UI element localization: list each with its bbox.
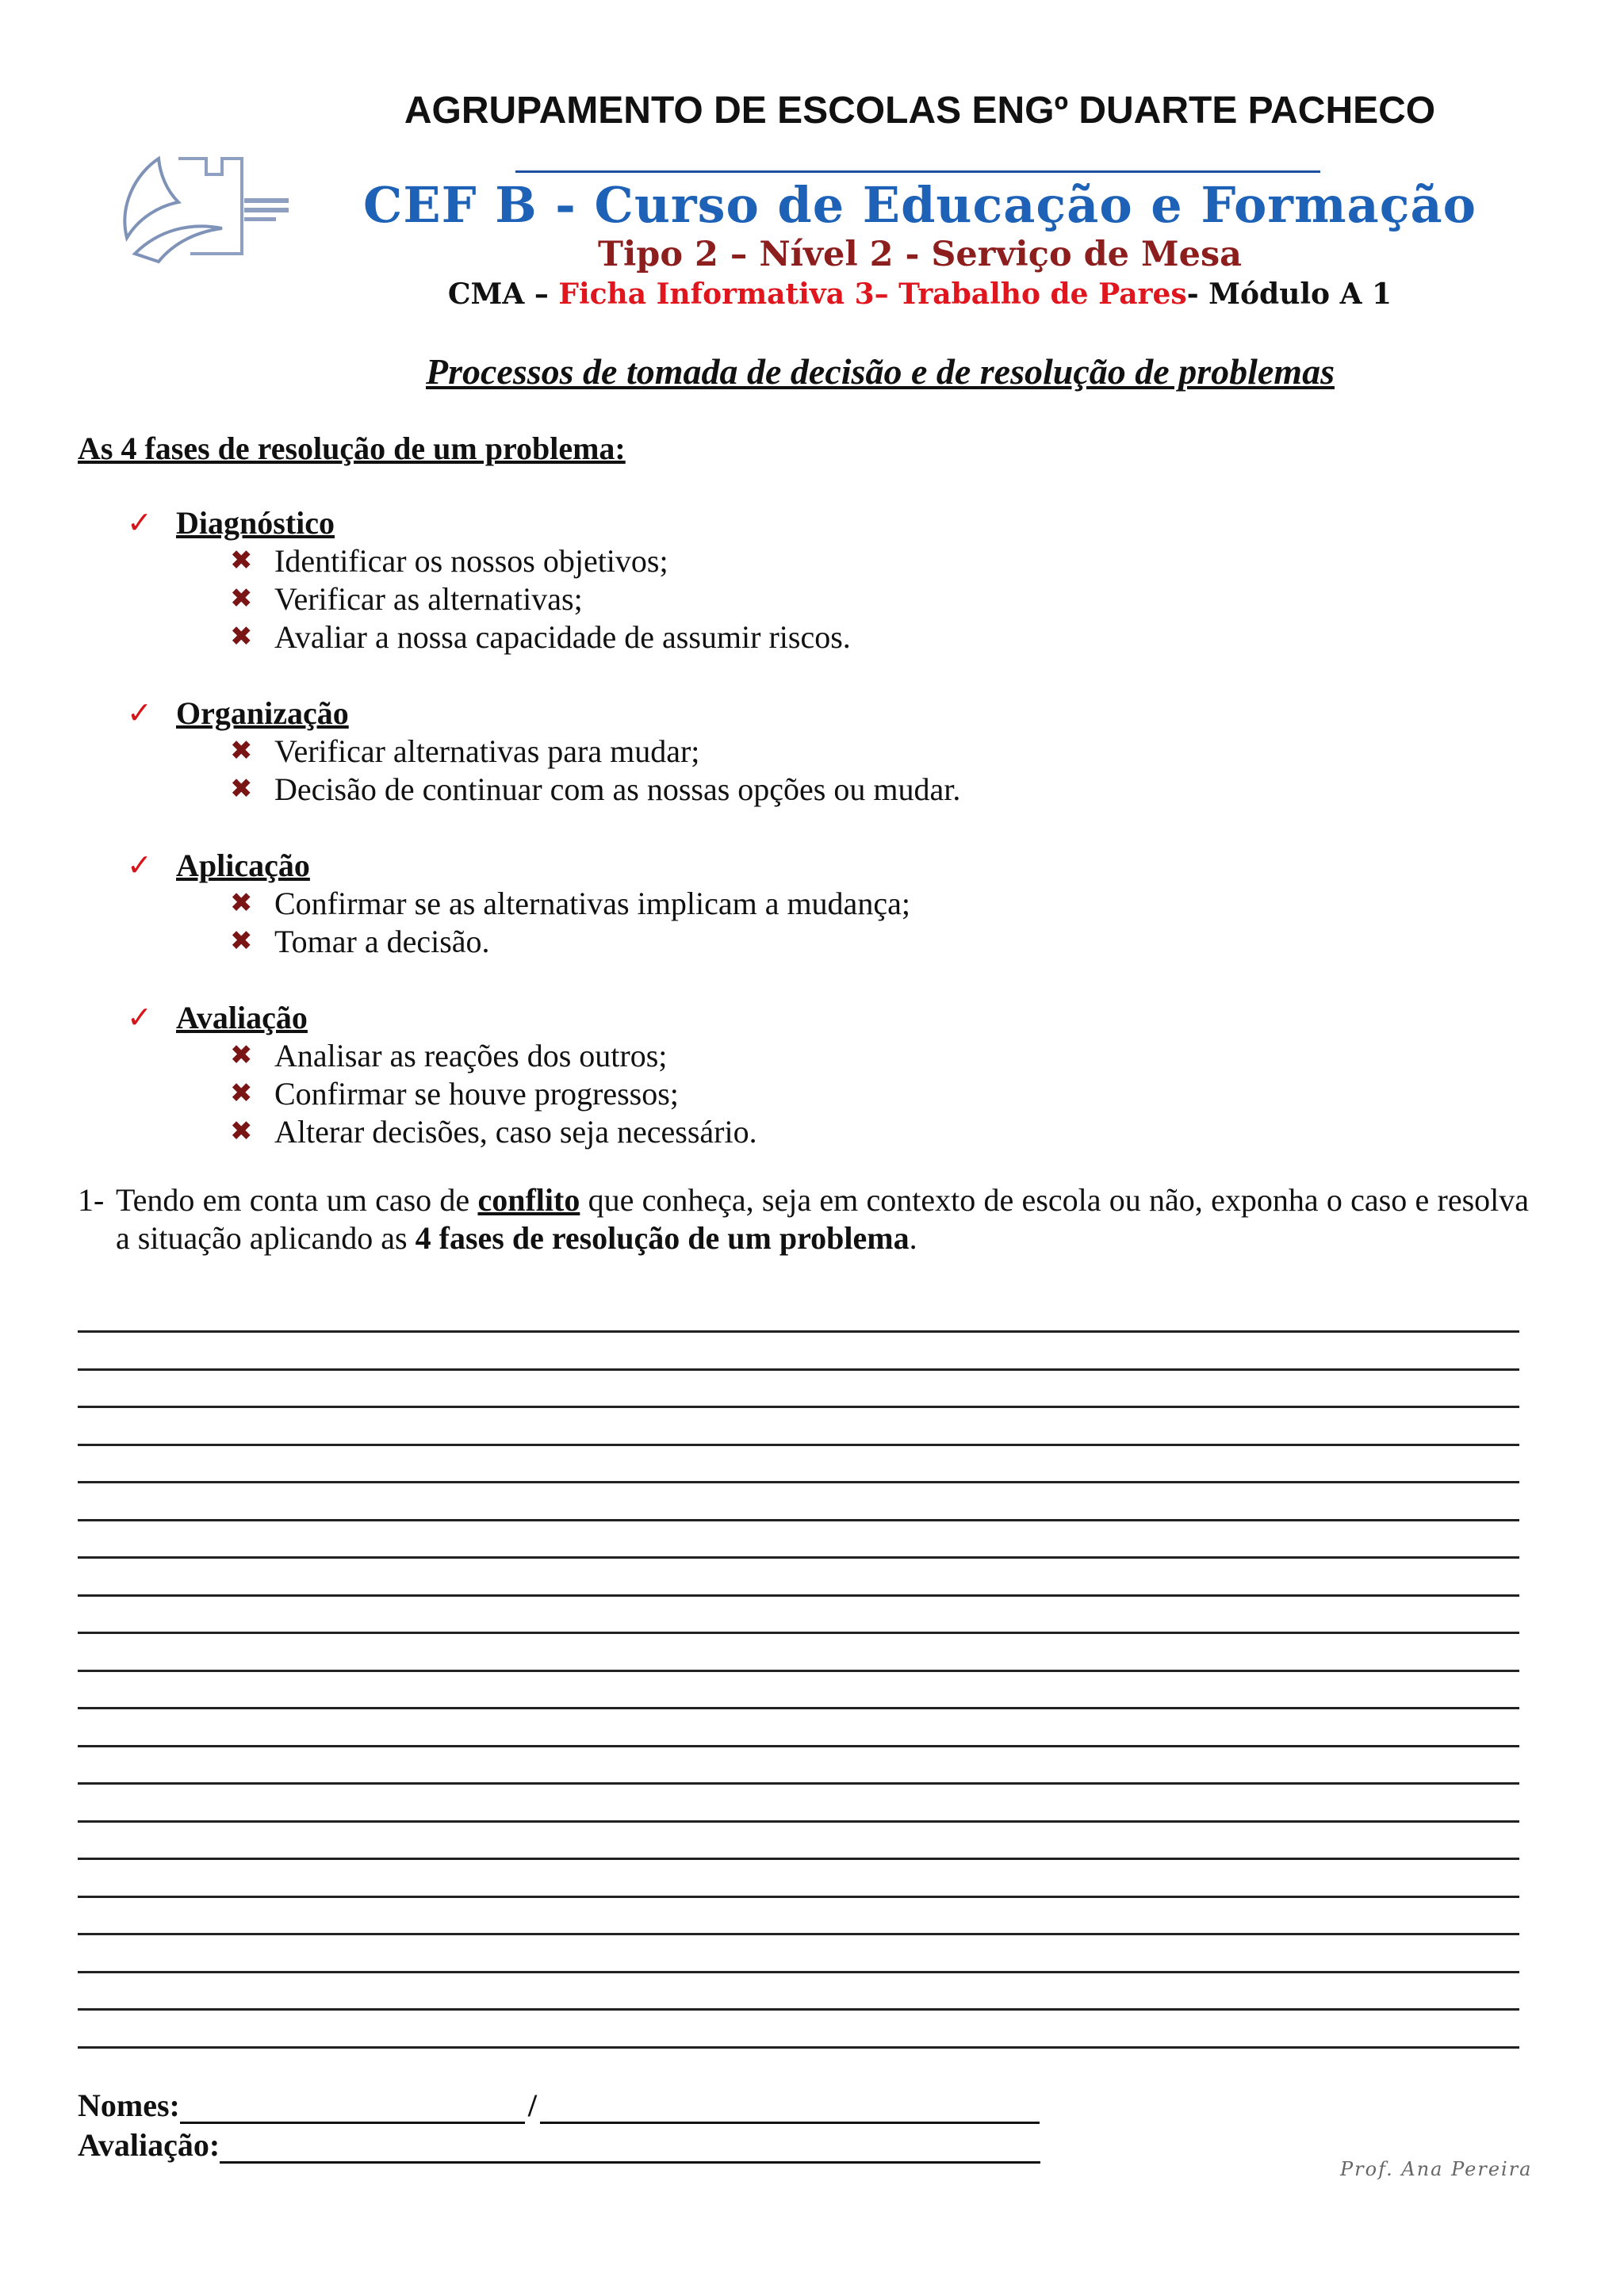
list-item (230, 1112, 1554, 1150)
phase-1 (127, 503, 1554, 656)
school-name: AGRUPAMENTO DE ESCOLAS ENGº DUARTE PACHECO (404, 90, 1436, 132)
answer-line[interactable] (78, 1519, 1519, 1521)
list-item-text: Verificar alternativas para mudar; (274, 733, 700, 769)
answer-line[interactable] (78, 1632, 1519, 1634)
names-label: Nomes: (78, 2087, 180, 2123)
answer-line[interactable] (78, 1670, 1519, 1672)
answer-line[interactable] (78, 1406, 1519, 1408)
question-keyword: conflito (477, 1182, 580, 1218)
evaluation-row (78, 2126, 1040, 2164)
list-item-text: Verificar as alternativas; (274, 580, 583, 617)
list-item-text: Tomar a decisão. (274, 923, 490, 959)
x-icon: ✖ (230, 1077, 253, 1109)
list-item (230, 732, 1554, 770)
answer-line[interactable] (78, 1782, 1519, 1785)
x-icon: ✖ (230, 773, 253, 805)
name-field-2[interactable] (540, 2093, 1040, 2124)
phase-2 (127, 694, 1554, 808)
list-item-text: Confirmar se as alternativas implicam a mudança; (274, 885, 910, 921)
answer-line[interactable] (78, 1368, 1519, 1371)
cma-prefix: CMA – (447, 277, 549, 311)
phases-list (127, 503, 1554, 1188)
phase-name: Organização (176, 695, 349, 731)
list-item (230, 1036, 1554, 1074)
list-item (230, 541, 1554, 580)
x-icon: ✖ (230, 1039, 253, 1071)
list-item (230, 618, 1554, 656)
module-label: - Módulo A 1 (1186, 277, 1392, 311)
x-icon: ✖ (230, 621, 253, 652)
list-item (230, 884, 1554, 922)
question-number: 1- (78, 1182, 105, 1218)
check-icon: ✓ (127, 505, 152, 540)
answer-line[interactable] (78, 1971, 1519, 1973)
question-text (116, 1181, 1529, 1257)
answer-line[interactable] (78, 2008, 1519, 2011)
list-item (230, 922, 1554, 960)
phase-name: Aplicação (176, 847, 310, 883)
answer-line[interactable] (78, 1820, 1519, 1823)
phase-title (127, 998, 1554, 1036)
answer-line[interactable] (78, 2046, 1519, 2049)
question-text-part1: Tendo em conta um caso de (116, 1182, 478, 1218)
evaluation-label: Avaliação: (78, 2127, 220, 2163)
school-logo (103, 143, 293, 270)
phase-title (127, 694, 1554, 732)
x-icon: ✖ (230, 735, 253, 767)
list-item-text: Avaliar a nossa capacidade de assumir riscos. (274, 618, 851, 655)
x-icon: ✖ (230, 583, 253, 614)
answer-lines[interactable] (78, 1330, 1519, 2084)
answer-line[interactable] (78, 1745, 1519, 1747)
answer-line[interactable] (78, 1896, 1519, 1898)
phase-name: Diagnóstico (176, 504, 335, 541)
check-icon: ✓ (127, 848, 152, 882)
phase-4 (127, 998, 1554, 1150)
answer-line[interactable] (78, 1444, 1519, 1446)
course-title: CEF B - Curso de Educação e Formação (362, 176, 1477, 234)
question-text-part2: que conheça, seja em contexto de escola ou não, exponha o caso e resolva a situação aplicando as (116, 1182, 1530, 1256)
course-type-level: Tipo 2 – Nível 2 - Serviço de Mesa (597, 235, 1243, 274)
names-separator: / (527, 2087, 537, 2123)
list-item-text: Confirmar se houve progressos; (274, 1075, 679, 1112)
question-bold-phrase: 4 fases de resolução de um problema (415, 1220, 910, 1256)
evaluation-field[interactable] (220, 2133, 1040, 2164)
question-end: . (909, 1220, 917, 1256)
section-heading: As 4 fases de resolução de um problema: (78, 430, 626, 466)
list-item (230, 770, 1554, 808)
teacher-signature: Prof. Ana Pereira (1340, 2158, 1533, 2180)
answer-line[interactable] (78, 1556, 1519, 1559)
phase-title (127, 846, 1554, 884)
list-item-text: Alterar decisões, caso seja necessário. (274, 1113, 757, 1150)
list-item (230, 580, 1554, 618)
phase-title (127, 503, 1554, 541)
answer-line[interactable] (78, 1481, 1519, 1483)
list-item-text: Decisão de continuar com as nossas opções ou mudar. (274, 771, 961, 807)
x-icon: ✖ (230, 545, 253, 576)
phase-items (127, 884, 1554, 960)
phase-items (127, 541, 1554, 656)
answer-line[interactable] (78, 1858, 1519, 1860)
phase-name: Avaliação (176, 999, 308, 1035)
list-item-text: Analisar as reações dos outros; (274, 1037, 668, 1073)
phase-items (127, 732, 1554, 808)
header-divider (515, 170, 1320, 173)
answer-line[interactable] (78, 1933, 1519, 1935)
sheet-name: Ficha Informativa 3– Trabalho de Pares (558, 277, 1187, 311)
answer-line[interactable] (78, 1330, 1519, 1333)
phase-items (127, 1036, 1554, 1150)
answer-line[interactable] (78, 1707, 1519, 1709)
sheet-info (285, 277, 1554, 311)
x-icon: ✖ (230, 887, 253, 919)
name-field-1[interactable] (180, 2093, 525, 2124)
list-item-text: Identificar os nossos objetivos; (274, 542, 668, 579)
check-icon: ✓ (127, 695, 152, 730)
names-row (78, 2087, 1040, 2124)
document-title: Processos de tomada de decisão e de resolução de problemas (426, 351, 1335, 392)
phase-3 (127, 846, 1554, 960)
answer-line[interactable] (78, 1594, 1519, 1597)
check-icon: ✓ (127, 1000, 152, 1035)
list-item (230, 1074, 1554, 1112)
x-icon: ✖ (230, 1115, 253, 1147)
x-icon: ✖ (230, 925, 253, 957)
question-1 (78, 1181, 1529, 1257)
